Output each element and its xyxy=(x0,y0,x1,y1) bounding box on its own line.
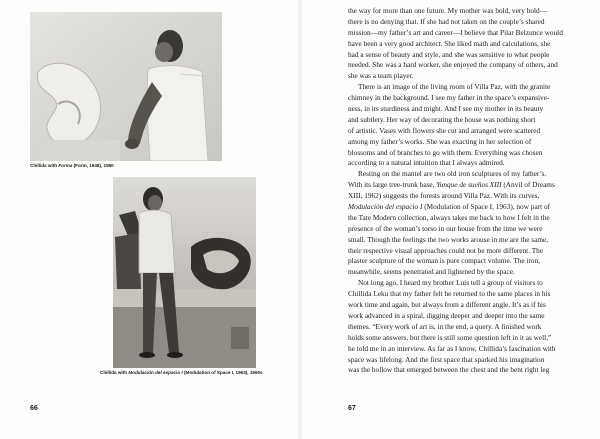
text-line: the way for more than one future. My mother was bold, very bold— xyxy=(348,6,547,15)
text-line: chimney in the background. I see my father in the space’s expansive- xyxy=(348,93,550,103)
photo-chillida-with-modulacion xyxy=(113,177,256,368)
text-line: according to a natural intuition that I always admired. xyxy=(348,158,505,168)
text-line: work advanced in a spiral, digging deeper and deeper into the same xyxy=(348,310,545,320)
photo2-caption: Chillida with Modulación del espacio I (Modulation of Space I, 1963), 1960s xyxy=(100,370,263,375)
text-line: Resting on the mantel are two old iron sculptures of my father’s. xyxy=(358,169,547,179)
text-line: was the hollow that emerged between the chest and the bent right leg xyxy=(348,365,550,375)
text-line: blossoms and of branches to go with them. Everything was chosen xyxy=(348,147,543,157)
text-line: meanwhile, seems penetrated and lightened by the space. xyxy=(348,267,515,277)
text-line: the Tate Modern collection, always takes me back to how I felt in the xyxy=(348,212,550,222)
text-line: small. Though the feelings the two works arouse in me are the same, xyxy=(348,234,549,244)
photo1-caption: Chillida with Forma (Form, 1948), 1960 xyxy=(30,163,114,168)
text-line: With its large tree-trunk base, Yunque de sueños XIII (Anvil of Dreams xyxy=(348,180,555,190)
text-line: space was lifelong. And the first space that sparked his imagination xyxy=(348,354,545,364)
text-line: needed. She was a hard worker, she enjoyed the company of others, and xyxy=(348,60,558,70)
text-line: Chillida Leku that my father felt he returned to the same places in his xyxy=(348,289,551,299)
text-line: she was a team player. xyxy=(348,71,414,81)
text-line: there is no denying that. If she had not taken on the couple’s shared xyxy=(348,16,545,26)
text-line: Modulación del espacio I (Modulation of Space I, 1963), now part of xyxy=(348,202,551,212)
text-line: have been a very good architect. She liked math and calculations, she xyxy=(348,38,551,48)
text-line: XIII, 1962) suggests the forests around Villa Paz. With its curves, xyxy=(348,191,540,201)
text-line: There is an image of the living room of Villa Paz, with the granite xyxy=(358,82,551,92)
photo-chillida-with-forma xyxy=(30,12,222,161)
text-line: among my father’s works. She was exacting in her selection of xyxy=(348,136,532,146)
text-line: work time and again, but always from a different angle. It’s as if his xyxy=(348,300,546,310)
text-line: and subtlety. Her way of decorating the house was nothing short xyxy=(348,114,536,124)
text-line: themes. “Every work of art is, in the end, a query. A finished work xyxy=(348,321,542,331)
text-line: ness, in its sturdiness and might. And I see my mother in its beauty xyxy=(348,104,544,114)
text-line: holds some answers, but there is still some question left in it as well,” xyxy=(348,332,552,342)
text-line: he told me in an interview. As far as I know, Chillida’s fascination with xyxy=(348,343,556,353)
page-number-left: 66 xyxy=(30,405,38,412)
text-line: Not long ago, I heard my brother Luis tell a group of visitors to xyxy=(358,278,543,288)
text-line: of artistic. Vases with flowers she cut and arranged were scattered xyxy=(348,125,541,135)
text-line: their respective visual approaches could not be more different. The xyxy=(348,245,544,255)
page-number-right: 67 xyxy=(348,405,356,412)
text-line: plaster sculpture of the woman is pure compact volume. The iron, xyxy=(348,256,540,266)
text-line: had a sense of beauty and style, and she was sensitive to what people xyxy=(348,49,550,59)
body-text xyxy=(348,6,574,376)
text-line: presence of the woman’s torso in our house from the time we were xyxy=(348,223,543,233)
text-line: mission—my father’s art and career—I believe that Pilar Belzunce would xyxy=(348,27,563,37)
